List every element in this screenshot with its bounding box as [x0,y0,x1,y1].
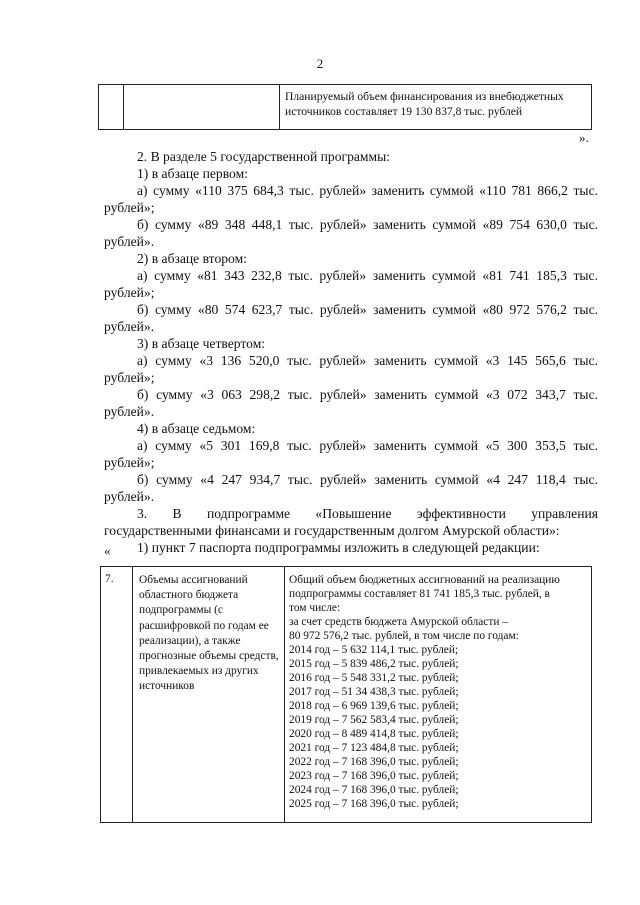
paragraph: а) сумму «3 136 520,0 тыс. рублей» заменить суммой «3 145 565,6 тыс. рублей»; [104,353,598,385]
paragraph: а) сумму «81 343 232,8 тыс. рублей» заменить суммой «81 741 185,3 тыс. рублей»; [104,268,598,300]
paragraph: 3) в абзаце четвертом: [137,336,266,351]
table-cell-empty [99,85,124,129]
value-line: 2021 год – 7 123 484,8 тыс. рублей; [289,742,459,754]
value-line: 2018 год – 6 969 139,6 тыс. рублей; [289,700,459,712]
value-line: 2022 год – 7 168 396,0 тыс. рублей; [289,756,459,768]
passport-table [100,566,592,823]
paragraph: б) сумму «80 574 623,7 тыс. рублей» заменить суммой «80 972 576,2 тыс. рублей». [104,302,598,334]
page-number: 2 [316,56,324,71]
row-value [285,567,591,811]
financing-table-fragment [98,84,592,130]
value-line: 2020 год – 8 489 414,8 тыс. рублей; [289,728,459,740]
paragraph: а) сумму «110 375 684,3 тыс. рублей» заменить суммой «110 781 866,2 тыс. рублей»; [104,183,598,215]
value-line: 2015 год – 5 839 486,2 тыс. рублей; [289,658,459,670]
paragraph: б) сумму «4 247 934,7 тыс. рублей» заменить суммой «4 247 118,4 тыс. рублей». [104,472,598,504]
amendments-body [104,148,598,556]
row-number: 7. [101,567,133,822]
paragraph: 2) в абзаце втором: [137,251,247,266]
value-line: 80 972 576,2 тыс. рублей, в том числе по годам: [289,630,519,642]
value-line: 2024 год – 7 168 396,0 тыс. рублей; [289,784,459,796]
value-line: 2019 год – 7 562 583,4 тыс. рублей; [289,714,459,726]
value-line: 2017 год – 51 34 438,3 тыс. рублей; [289,686,459,698]
paragraph: 3. В подпрограмме «Повышение эффективности управления государственными финансами и государственным долгом Амурской области»: [104,506,598,538]
paragraph: б) сумму «89 348 448,1 тыс. рублей» заменить суммой «89 754 630,0 тыс. рублей». [104,217,598,249]
paragraph: 1) пункт 7 паспорта подпрограммы изложить в следующей редакции: [137,540,540,555]
value-line: подпрограммы составляет 81 741 185,3 тыс. рублей, в [289,588,550,600]
value-line: 2025 год – 7 168 396,0 тыс. рублей; [289,798,459,810]
paragraph: 2. В разделе 5 государственной программы: [137,149,391,164]
value-line: Общий объем бюджетных ассигнований на реализацию [289,574,560,586]
paragraph: б) сумму «3 063 298,2 тыс. рублей» заменить суммой «3 072 343,7 тыс. рублей». [104,387,598,419]
row-label: Объемы ассигнований областного бюджета подпрограммы (с расшифровкой по годам ее реализации), а также прогнозные объемы средств, привлекаемых из других источников [133,567,285,822]
value-line: 2023 год – 7 168 396,0 тыс. рублей; [289,770,459,782]
paragraph: 1) в абзаце первом: [137,166,248,181]
value-line: за счет средств бюджета Амурской области – [289,616,508,628]
opening-quote: « [104,543,111,558]
table-cell-empty [123,85,280,129]
financing-text: Планируемый объем финансирования из внебюджетных источников составляет 19 130 837,8 тыс. рублей [285,90,564,118]
value-line: том числе: [289,602,341,614]
paragraph: 4) в абзаце седьмом: [137,421,256,436]
value-line: 2016 год – 5 548 331,2 тыс. рублей; [289,672,459,684]
value-line: 2014 год – 5 632 114,1 тыс. рублей; [289,644,459,656]
closing-quote: ». [579,130,589,145]
paragraph: а) сумму «5 301 169,8 тыс. рублей» заменить суммой «5 300 353,5 тыс. рублей»; [104,438,598,470]
